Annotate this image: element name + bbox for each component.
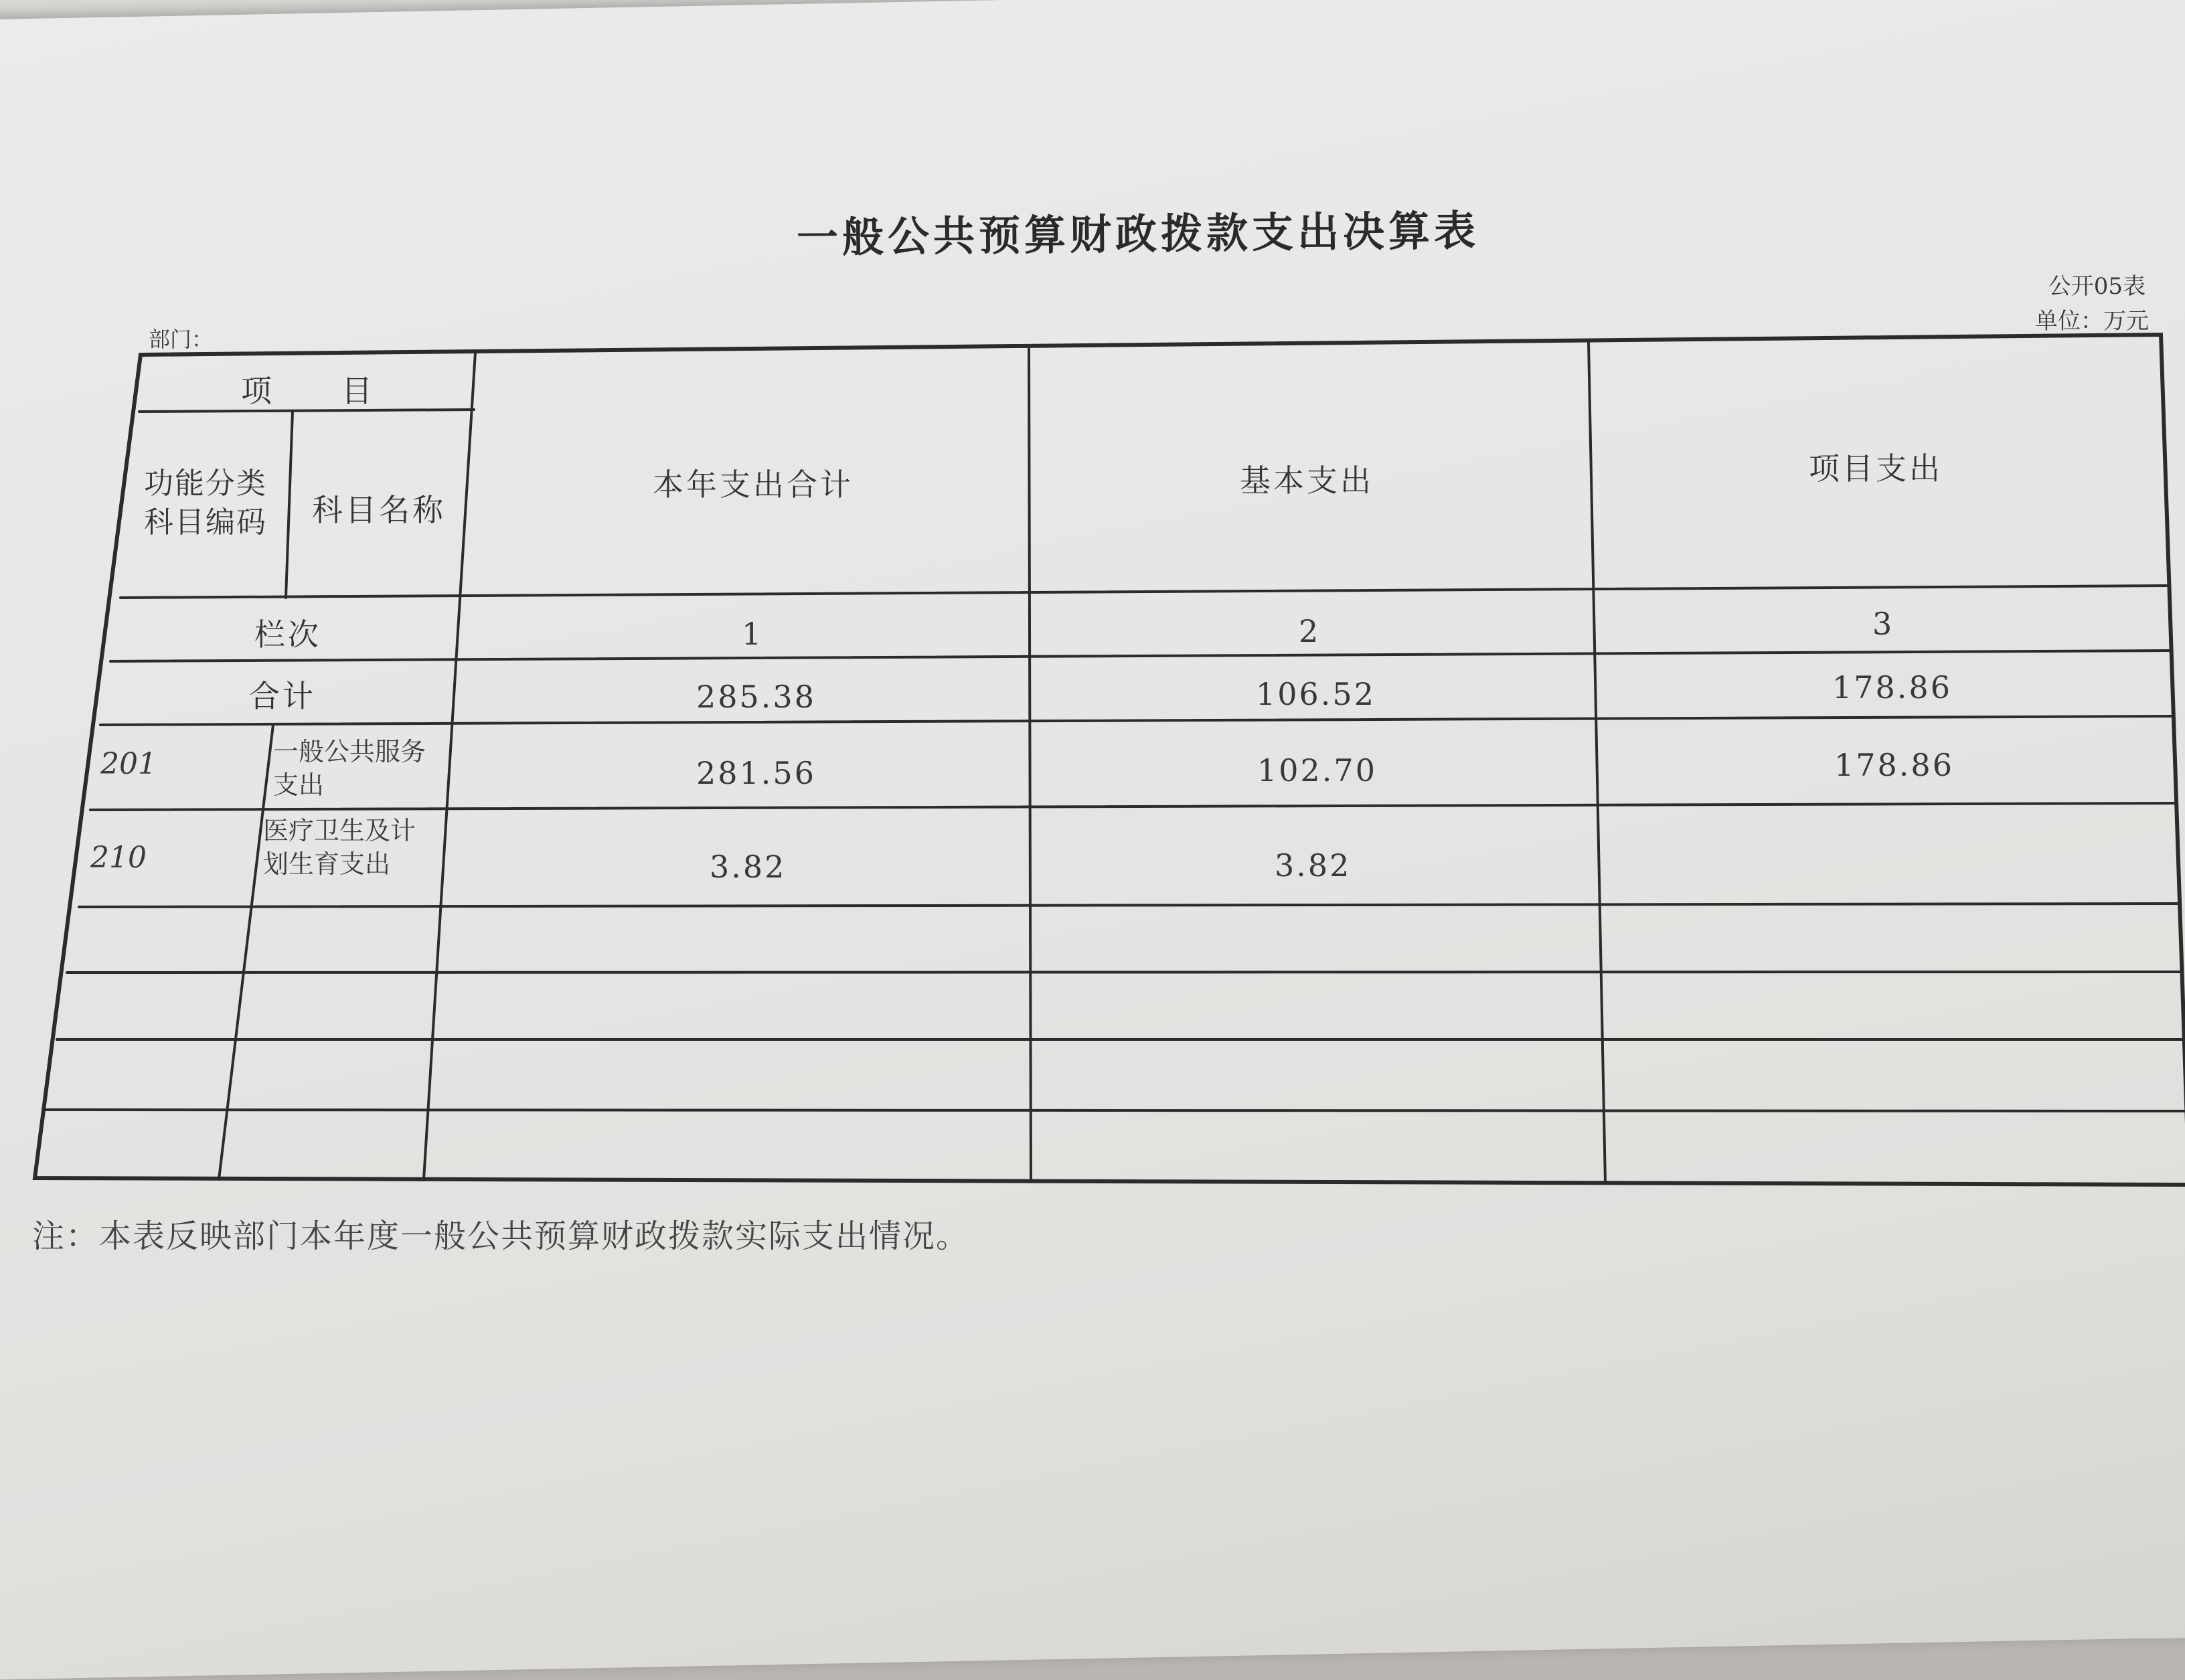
vline-basic-right [1589,343,1605,1183]
row1-col-basic: 102.70 [1257,752,1377,788]
page-title: 一般公共预算财政拨款支出决算表 [796,205,1480,262]
total-col-total: 285.38 [696,679,816,715]
header-col-project: 项目支出 [1809,450,1943,487]
total-col-project: 178.86 [1832,669,1952,705]
colindex-3: 3 [1872,606,1894,642]
hline-row5 [46,1110,2185,1111]
row1-col-total: 281.56 [696,755,816,791]
row2-name: 医疗卫生及计划生育支出 [263,816,416,879]
header-func-code-line1: 功能分类 [144,467,267,501]
unit-label: 单位：万元 [2035,308,2149,335]
vline-code-header [286,412,293,598]
header-col-total: 本年支出合计 [653,467,854,503]
table-note: 注：本表反映部门本年度一般公共预算财政拨款实际支出情况。 [32,1217,970,1255]
total-label: 合计 [249,678,316,714]
colindex-label: 栏次 [254,616,321,653]
form-code: 公开05表 [2048,273,2146,300]
hline-total [100,716,2172,725]
total-col-basic: 106.52 [1256,676,1376,712]
row1-col-project: 178.86 [1834,747,1954,783]
hline-row3 [67,972,2180,973]
row2-col-total: 3.82 [710,849,787,885]
header-item: 项 目 [241,373,375,409]
row2-code: 210 [90,841,147,875]
department-label: 部门： [149,327,214,352]
colindex-1: 1 [742,616,764,652]
row2-col-basic: 3.82 [1275,847,1352,884]
hline-row1 [90,803,2174,810]
row1-name: 一般公共服务支出 [273,737,426,800]
header-subject-name: 科目名称 [312,492,446,528]
colindex-2: 2 [1299,613,1321,649]
vline-total-right [1029,348,1031,1181]
header-func-code-line2: 科目编码 [144,505,267,539]
header-col-basic: 基本支出 [1240,463,1374,499]
row1-code: 201 [100,747,157,781]
hline-colindex [110,651,2169,661]
hline-header-bottom [120,586,2166,598]
header-func-code [144,465,267,542]
